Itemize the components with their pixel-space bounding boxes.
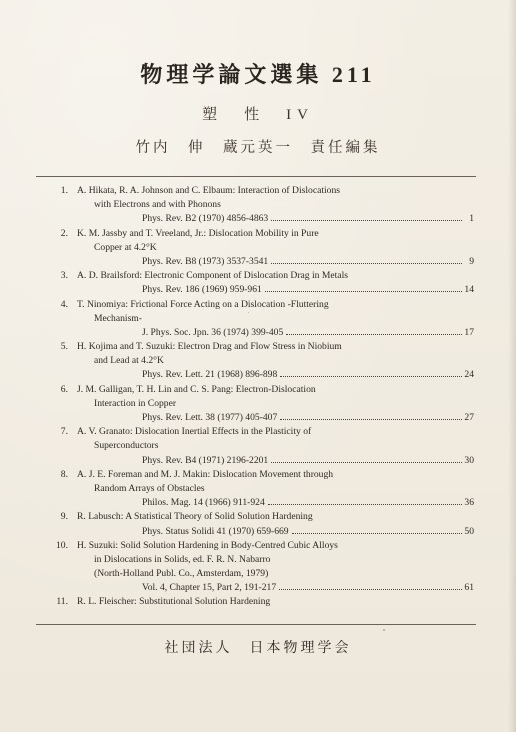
entry-continuation-line: and Lead at 4.2°K [94, 355, 164, 367]
dot-leader [271, 461, 462, 463]
entry-continuation-line: Random Arrays of Obstacles [94, 482, 205, 494]
toc-entry [30, 184, 480, 227]
publisher-name: 社団法人 日本物理学会 [164, 641, 352, 656]
dot-leader [268, 503, 462, 505]
entry-title-line: A. Hikata, R. A. Johnson and C. Elbaum: Interaction of Dislocations [77, 185, 340, 196]
entry-reference-row [142, 525, 474, 539]
toc-entry [30, 468, 480, 511]
entry-reference: Philos. Mag. 14 (1966) 911-924 [142, 497, 265, 509]
toc-entry-line-row [30, 312, 480, 326]
toc-entry [30, 595, 480, 609]
entry-reference-row [142, 212, 474, 226]
top-divider [36, 176, 476, 177]
dot-leader [292, 532, 462, 534]
entry-reference: Phys. Status Solidi 41 (1970) 659-669 [142, 525, 289, 537]
entry-reference: Phys. Rev. Lett. 21 (1968) 896-898 [142, 369, 278, 381]
entry-title-line: H. Suzuki: Solid Solution Hardening in Body-Centred Cubic Alloys [77, 539, 338, 551]
entry-reference-row [142, 255, 474, 269]
bottom-divider [36, 624, 476, 625]
toc-entry-line-row [30, 539, 480, 553]
entry-reference-row [142, 326, 474, 340]
entry-page-number: 30 [464, 454, 474, 466]
dot-leader [265, 290, 462, 292]
toc-entry-line-row [30, 595, 480, 609]
toc-entry-line-row [30, 383, 480, 397]
entry-reference-row [142, 283, 474, 297]
entry-number: 10. [56, 539, 68, 551]
dot-leader [271, 219, 462, 221]
entry-page-number: 27 [464, 412, 474, 423]
series-title: 物理学論文選集 211 [140, 62, 376, 87]
toc-entry [30, 227, 480, 270]
toc-entry [30, 510, 480, 538]
toc-entry-line-row [30, 198, 480, 212]
entry-number: 2. [60, 227, 68, 239]
toc-entry-line-row [30, 354, 480, 368]
entry-reference-row [142, 454, 474, 468]
toc-entry-line-row [30, 227, 480, 241]
entry-page-number: 50 [464, 525, 474, 537]
entry-page-number: 9 [469, 255, 474, 267]
editors-line: 竹内 伸 蔵元英一 責任編集 [135, 140, 381, 156]
entry-page-number: 36 [464, 497, 474, 509]
entry-number: 3. [60, 270, 68, 282]
dot-leader [279, 588, 462, 590]
paper-speck [248, 312, 249, 313]
toc-entry [30, 383, 480, 426]
toc-entry-line-row [30, 241, 480, 255]
entry-number: 6. [60, 383, 68, 395]
entry-reference: J. Phys. Soc. Jpn. 36 (1974) 399-405 [142, 326, 284, 338]
entry-reference: Phys. Rev. Lett. 38 (1977) 405-407 [142, 412, 278, 423]
entry-continuation-line: with Electrons and with Phonons [94, 199, 221, 211]
dot-leader [271, 262, 462, 264]
toc-entry [30, 269, 480, 297]
toc-entry-line-row [30, 269, 480, 283]
entry-reference-row [142, 581, 474, 595]
entry-reference: Phys. Rev. B4 (1971) 2196-2201 [142, 454, 269, 466]
toc-entry-line-row [30, 482, 480, 496]
volume-title: 塑 性 IV [202, 107, 314, 123]
entry-number: 5. [60, 341, 68, 353]
entry-title-line: A. V. Granato: Dislocation Inertial Effects in the Plasticity of [77, 426, 312, 438]
entry-title-line: H. Kojima and T. Suzuki: Electron Drag and Flow Stress in Niobium [77, 341, 342, 353]
toc-entry-line-row [30, 184, 480, 198]
entry-continuation-line: Copper at 4.2°K [94, 241, 157, 253]
table-of-contents [30, 184, 480, 610]
toc-entry [30, 340, 480, 383]
paper-speck [383, 629, 385, 631]
entry-continuation-line: in Dislocations in Solids, ed. F. R. N. Nabarro [94, 553, 271, 565]
toc-entry-line-row [30, 510, 480, 524]
entry-title-line: A. D. Brailsford: Electronic Component of Dislocation Drag in Metals [77, 270, 348, 282]
entry-number: 4. [60, 298, 68, 310]
toc-entry-line-row [30, 439, 480, 453]
dot-leader [286, 333, 462, 335]
toc-entry [30, 539, 480, 596]
entry-title-line: R. L. Fleischer: Substitutional Solution Hardening [77, 596, 271, 608]
toc-entry-line-row [30, 468, 480, 482]
entry-reference: Phys. Rev. B8 (1973) 3537-3541 [142, 255, 269, 267]
entry-reference-row [142, 411, 474, 425]
entry-number: 11. [56, 596, 68, 608]
toc-entry [30, 298, 480, 341]
entry-reference: Vol. 4, Chapter 15, Part 2, 191-217 [142, 582, 277, 594]
toc-entry-line-row [30, 553, 480, 567]
entry-continuation-line: Mechanism- [94, 312, 142, 324]
entry-title-line: K. M. Jassby and T. Vreeland, Jr.: Dislocation Mobility in Pure [77, 227, 319, 239]
dot-leader [280, 418, 462, 420]
toc-entry-line-row [30, 397, 480, 411]
entry-title-line: R. Labusch: A Statistical Theory of Solid Solution Hardening [77, 511, 313, 523]
toc-entry-line-row [30, 567, 480, 581]
entry-number: 8. [60, 468, 68, 480]
entry-page-number: 14 [464, 284, 474, 296]
entry-reference-row [142, 368, 474, 382]
entry-reference-row [142, 496, 474, 510]
toc-entry-line-row [30, 298, 480, 312]
entry-number: 9. [60, 511, 68, 523]
entry-page-number: 17 [464, 326, 474, 338]
toc-entry-line-row [30, 425, 480, 439]
entry-reference: Phys. Rev. B2 (1970) 4856-4863 [142, 213, 269, 225]
toc-entry [30, 425, 480, 468]
entry-number: 7. [60, 426, 68, 438]
entry-continuation-line: Superconductors [94, 440, 159, 452]
entry-reference: Phys. Rev. 186 (1969) 959-961 [142, 284, 262, 296]
entry-continuation-line: Interaction in Copper [94, 397, 177, 409]
entry-number: 1. [60, 185, 68, 196]
entry-page-number: 61 [464, 582, 474, 594]
dot-leader [280, 375, 462, 377]
entry-title-line: J. M. Galligan, T. H. Lin and C. S. Pang: Electron-Dislocation [77, 383, 316, 395]
entry-continuation-line: (North-Holland Publ. Co., Amsterdam, 1979) [94, 568, 269, 580]
entry-title-line: A. J. E. Foreman and M. J. Makin: Dislocation Movement through [77, 468, 334, 480]
entry-title-line: T. Ninomiya: Frictional Force Acting on a Dislocation -Fluttering [77, 298, 329, 310]
toc-entry-line-row [30, 340, 480, 354]
entry-page-number: 24 [464, 369, 474, 381]
entry-page-number: 1 [469, 213, 474, 225]
